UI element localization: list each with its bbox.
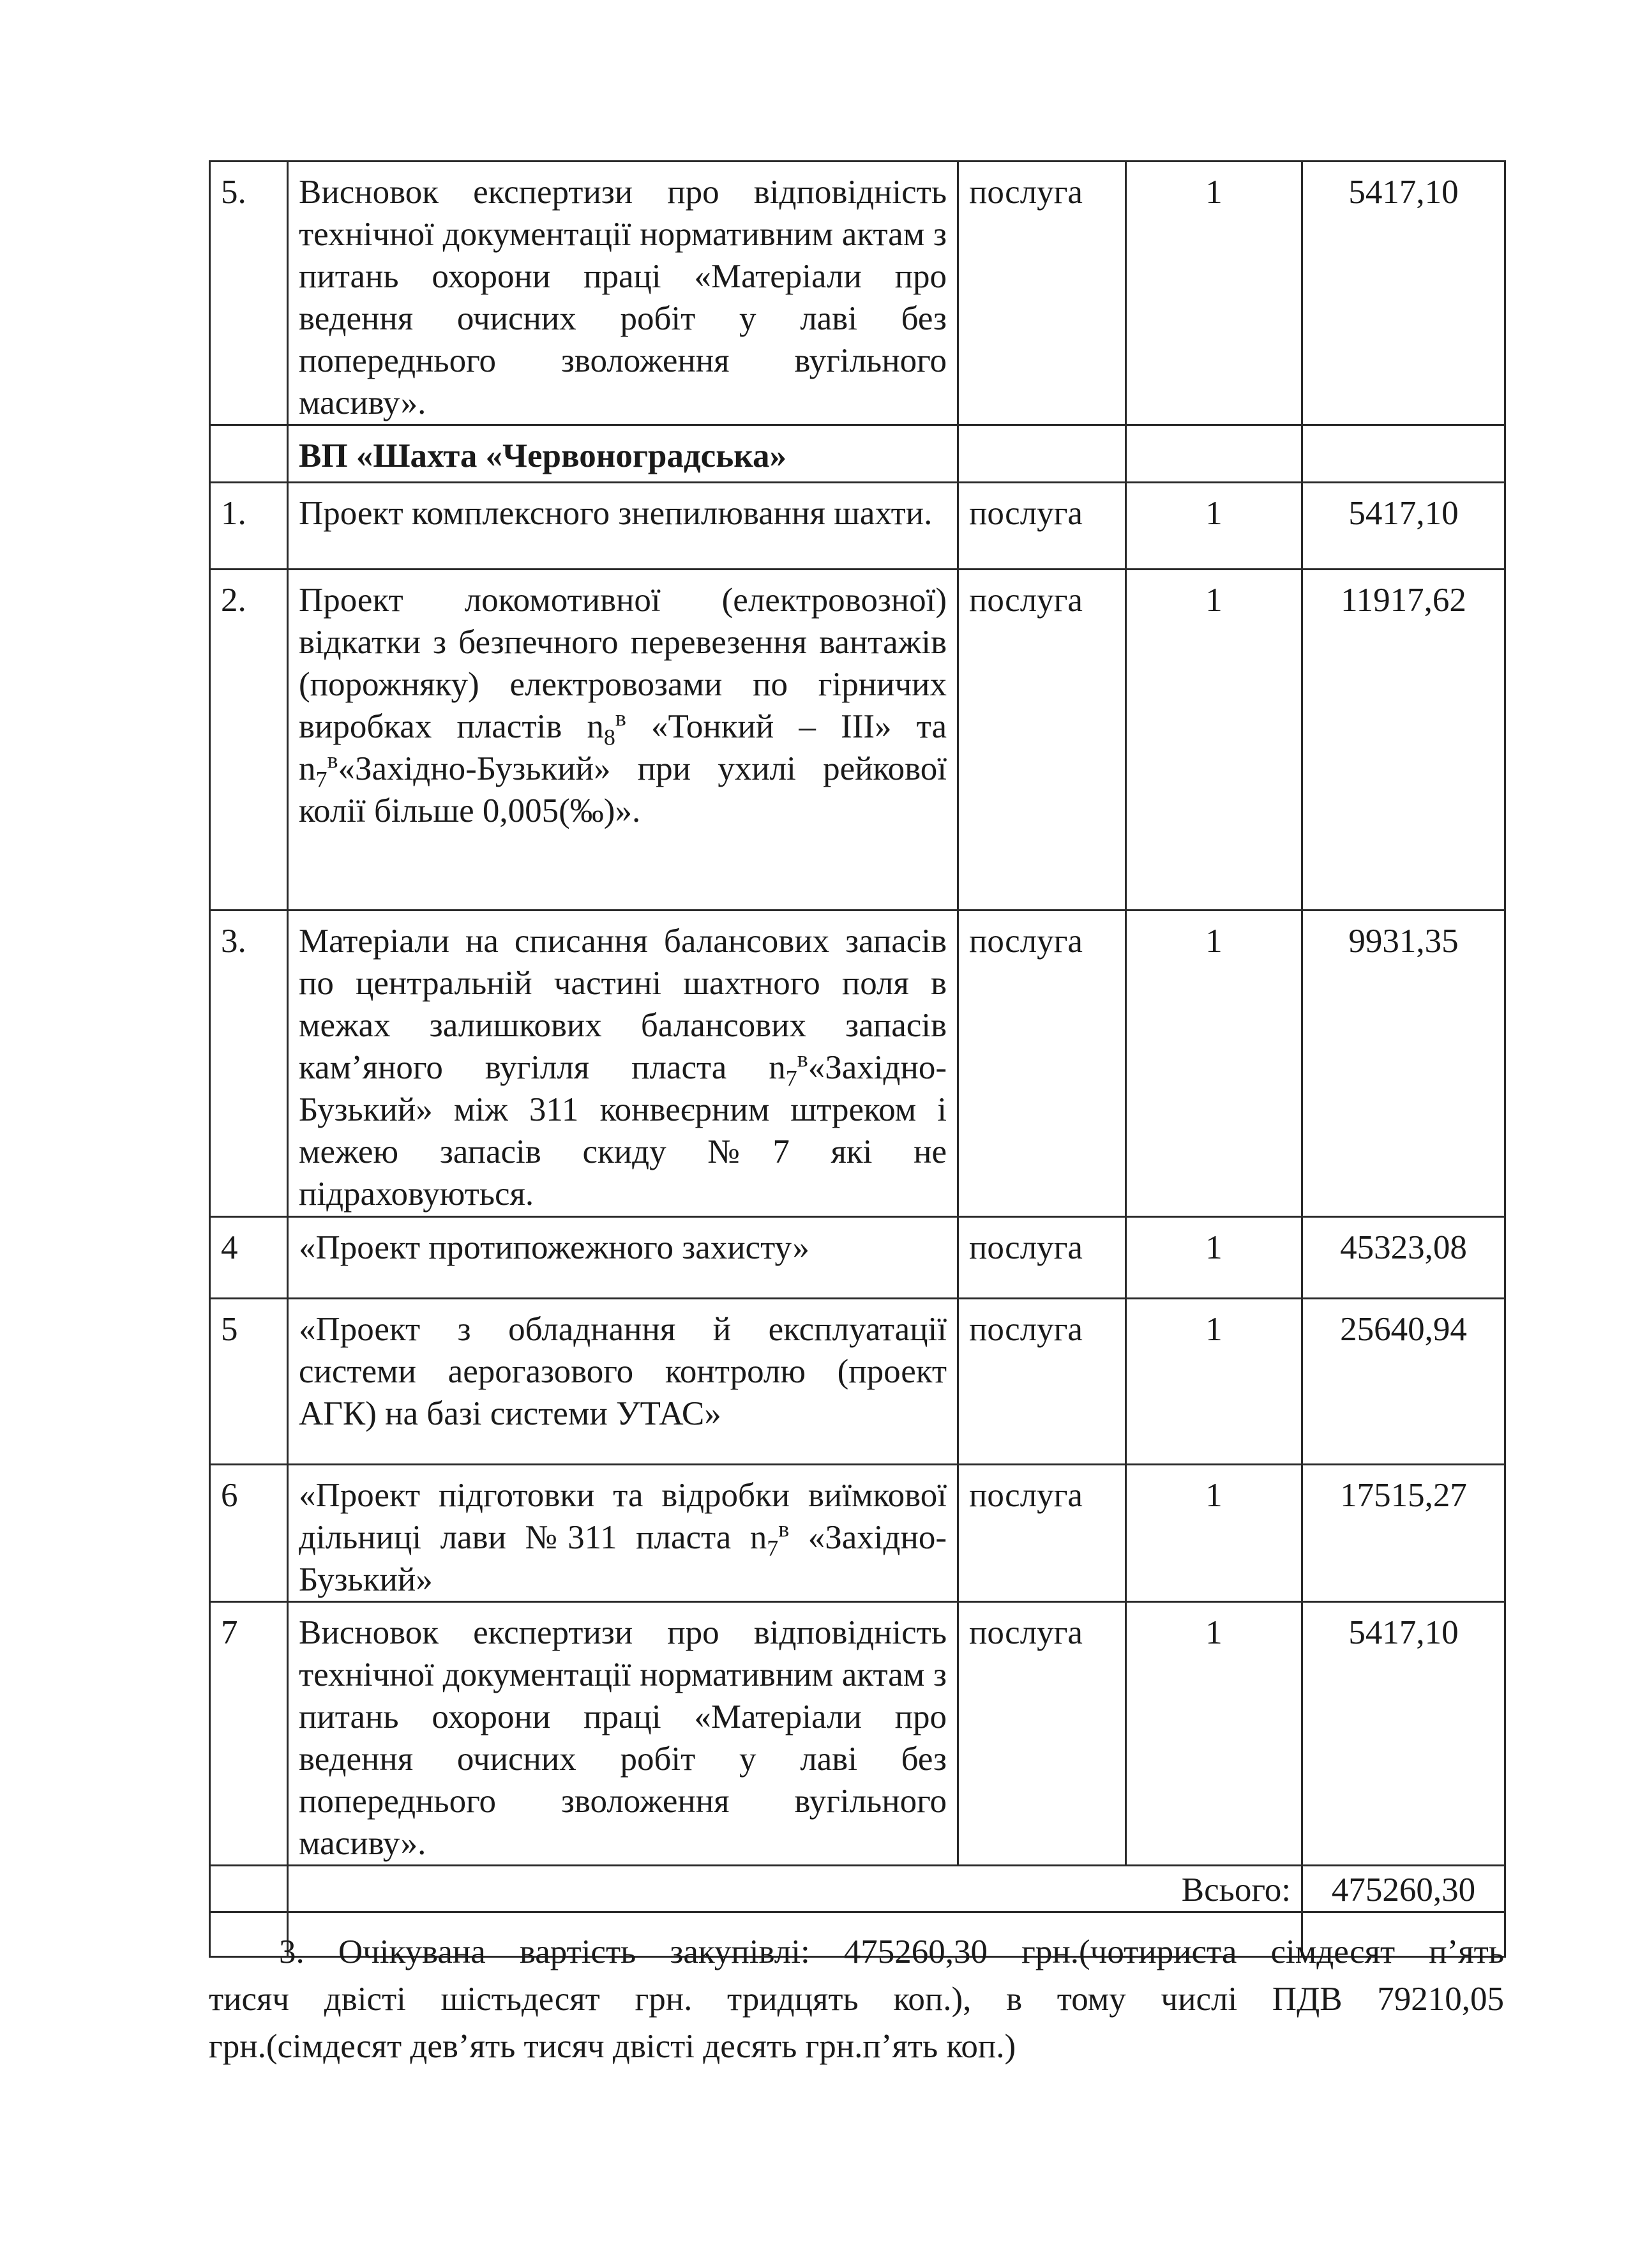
row-price: 45323,08 <box>1302 1217 1505 1299</box>
paragraph-line: 3. Очікувана вартість закупівлі: 475260,30 грн.(чотириста сімдесят п’ять <box>279 1933 1504 1970</box>
table-row <box>210 1465 1505 1602</box>
paragraph-line: тисяч двісті шістьдесят грн. тридцять коп.), в тому числі ПДВ 79210,05 <box>209 1981 1504 2018</box>
row-unit: послуга <box>958 483 1126 570</box>
row-price: 17515,27 <box>1302 1465 1505 1602</box>
row-number: 2. <box>210 570 288 911</box>
row-quantity: 1 <box>1126 162 1302 425</box>
row-description: Висновок експертизи про відповідність технічної документації нормативним актам з питань охорони праці «Матеріали про ведення очисних робіт у лаві без попереднього зволоження вугільного масиву». <box>288 162 958 425</box>
row-price: 5417,10 <box>1302 162 1505 425</box>
row-number: 7 <box>210 1602 288 1866</box>
table-row <box>210 162 1505 425</box>
paragraph-line: грн.(сімдесят дев’ять тисяч двісті десять грн.п’ять коп.) <box>209 2028 1016 2065</box>
row-description: Проект локомотивної (електровозної) відкатки з безпечного перевезення вантажів (порожняку) електровозами по гірничих виробках пластів $n_8^в$ «Тонкий – ІІІ» та $n_7^в«Західно$-Бузький» при ухилі рейкової колії більше 0,005(‰)». <box>288 570 958 911</box>
services-table-body <box>210 162 1505 1957</box>
row-price: 25640,94 <box>1302 1299 1505 1465</box>
table-row <box>210 911 1505 1217</box>
row-number: 4 <box>210 1217 288 1299</box>
row-quantity: 1 <box>1126 911 1302 1217</box>
row-quantity: 1 <box>1126 1602 1302 1866</box>
row-description: «Проект протипожежного захисту» <box>288 1217 958 1299</box>
row-description: «Проект з обладнання й експлуатації системи аерогазового контролю (проект АГК) на базі системи УТАС» <box>288 1299 958 1465</box>
total-label: Всього: <box>288 1866 1302 1912</box>
table-row <box>210 1217 1505 1299</box>
expected-cost-paragraph <box>209 1928 1504 2070</box>
row-number <box>210 1866 288 1912</box>
total-value: 475260,30 <box>1302 1866 1505 1912</box>
table-row <box>210 570 1505 911</box>
row-unit: послуга <box>958 1602 1126 1866</box>
row-number: 6 <box>210 1465 288 1602</box>
row-quantity: 1 <box>1126 1299 1302 1465</box>
row-price <box>1302 425 1505 483</box>
row-unit: послуга <box>958 1465 1126 1602</box>
table-total-row <box>210 1866 1505 1912</box>
row-description: Матеріали на списання балансових запасів по центральній частині шахтного поля в межах залишкових балансових запасів кам’яного вугілля пласта $n_7^в«Західно$-Бузький» між 311 конвеєрним штреком і межею запасів скиду №7 які не підраховуються. <box>288 911 958 1217</box>
row-unit <box>958 425 1126 483</box>
row-quantity <box>1126 425 1302 483</box>
section-title: ВП «Шахта «Червоноградська» <box>288 425 958 483</box>
row-unit: послуга <box>958 570 1126 911</box>
row-price: 9931,35 <box>1302 911 1505 1217</box>
row-unit: послуга <box>958 911 1126 1217</box>
row-price: 11917,62 <box>1302 570 1505 911</box>
row-number: 5 <box>210 1299 288 1465</box>
row-quantity: 1 <box>1126 1217 1302 1299</box>
row-description: «Проект підготовки та відробки виїмкової дільниці лави №311 пласта $n_7^в$ «Західно-Бузький» <box>288 1465 958 1602</box>
row-number: 5. <box>210 162 288 425</box>
row-price: 5417,10 <box>1302 1602 1505 1866</box>
row-number: 3. <box>210 911 288 1217</box>
row-description: Висновок експертизи про відповідність технічної документації нормативним актам з питань охорони праці «Матеріали про ведення очисних робіт у лаві без попереднього зволоження вугільного масиву». <box>288 1602 958 1866</box>
row-quantity: 1 <box>1126 1465 1302 1602</box>
table-row <box>210 1299 1505 1465</box>
table-section-row <box>210 425 1505 483</box>
services-table <box>209 160 1506 1958</box>
table-row <box>210 483 1505 570</box>
row-quantity: 1 <box>1126 570 1302 911</box>
row-description: Проект комплексного знепилювання шахти. <box>288 483 958 570</box>
row-number: 1. <box>210 483 288 570</box>
row-price: 5417,10 <box>1302 483 1505 570</box>
row-quantity: 1 <box>1126 483 1302 570</box>
row-number <box>210 425 288 483</box>
row-unit: послуга <box>958 1217 1126 1299</box>
table-row <box>210 1602 1505 1866</box>
row-unit: послуга <box>958 1299 1126 1465</box>
row-unit: послуга <box>958 162 1126 425</box>
